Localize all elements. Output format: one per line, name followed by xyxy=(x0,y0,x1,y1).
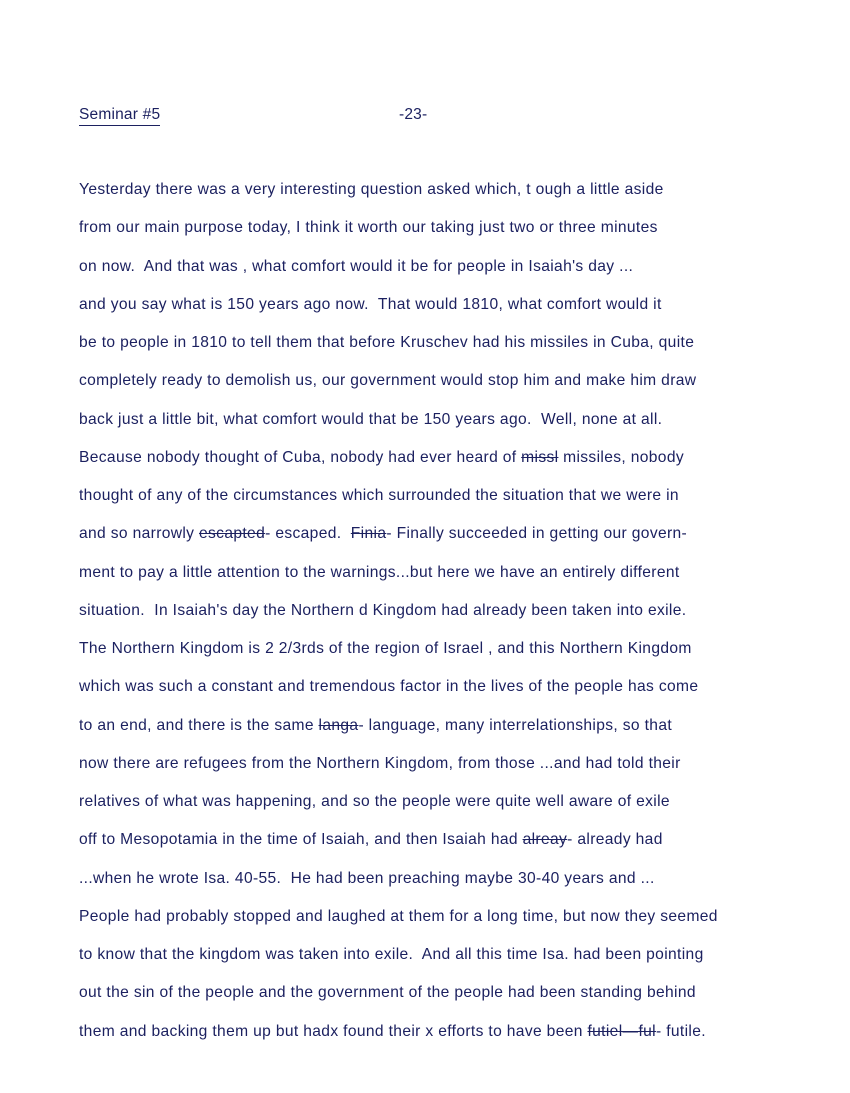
text-line xyxy=(79,831,663,849)
text-segment: on now. And that was , what comfort would it be for people in Isaiah's day ... xyxy=(79,257,634,275)
struck-text: escapted xyxy=(199,525,266,543)
text-line xyxy=(79,449,684,467)
text-segment: - already had xyxy=(567,831,663,849)
text-line xyxy=(79,908,718,926)
text-line xyxy=(79,946,704,964)
text-segment: - language, many interrelationships, so that xyxy=(358,716,673,734)
text-segment: ment to pay a little attention to the warnings...but here we have an entirely different xyxy=(79,563,680,581)
text-segment: Because nobody thought of Cuba, nobody had ever heard of xyxy=(79,448,522,466)
text-segment: them and backing them up but hadx found their x efforts to have been xyxy=(79,1022,588,1040)
page-number: -23- xyxy=(399,106,428,123)
text-segment: to an end, and there is the same xyxy=(79,716,319,734)
text-line xyxy=(79,602,686,620)
struck-text: missl xyxy=(521,448,559,466)
text-segment: and so narrowly xyxy=(79,525,200,543)
text-segment: missiles, nobody xyxy=(558,448,684,466)
text-line xyxy=(79,793,670,811)
text-segment: - Finally succeeded in getting our govern- xyxy=(386,525,688,543)
text-segment: now there are refugees from the Northern Kingdom, from those ...and had told their xyxy=(79,754,681,772)
text-segment: which was such a constant and tremendous factor in the lives of the people has come xyxy=(79,678,699,696)
text-segment: back just a little bit, what comfort would that be 150 years ago. Well, none at all. xyxy=(79,410,663,428)
text-segment: relatives of what was happening, and so the people were quite well aware of exile xyxy=(79,793,670,810)
text-segment: from our main purpose today, I think it worth our taking just two or three minutes xyxy=(79,219,658,237)
text-line xyxy=(79,564,680,582)
text-segment: ...when he wrote Isa. 40-55. He had been preaching maybe 30-40 years and ... xyxy=(79,869,655,887)
text-line xyxy=(79,678,698,696)
text-segment: to know that the kingdom was taken into exile. And all this time Isa. had been pointing xyxy=(79,946,704,963)
struck-text: alreay xyxy=(522,831,568,849)
text-line xyxy=(79,334,694,352)
text-line xyxy=(79,525,687,543)
text-line xyxy=(79,219,658,237)
text-line xyxy=(79,755,681,773)
text-line xyxy=(79,870,655,888)
struck-text: futiel—ful xyxy=(587,1022,656,1040)
text-line xyxy=(79,411,662,429)
text-segment: thought of any of the circumstances which surrounded the situation that we were in xyxy=(79,487,679,504)
struck-text: langa xyxy=(318,716,359,734)
text-segment: The Northern Kingdom is 2 2/3rds of the region of Israel , and this Northern Kingdom xyxy=(79,640,692,657)
text-line xyxy=(79,296,662,314)
document-title: Seminar #5 xyxy=(79,106,160,126)
text-segment: and you say what is 150 years ago now. That would 1810, what comfort would it xyxy=(79,295,662,313)
text-segment: completely ready to demolish us, our government would stop him and make him draw xyxy=(79,372,697,390)
text-segment: be to people in 1810 to tell them that before Kruschev had his missiles in Cuba, quite xyxy=(79,334,695,351)
text-line xyxy=(79,181,664,199)
text-segment: out the sin of the people and the government of the people had been standing behind xyxy=(79,984,696,1002)
struck-text: Finia xyxy=(350,525,387,543)
text-line xyxy=(79,1023,706,1041)
text-segment: Yesterday there was a very interesting question asked which, t ough a little aside xyxy=(79,181,664,198)
text-line xyxy=(79,717,672,735)
text-segment: - futile. xyxy=(655,1022,706,1040)
text-line xyxy=(79,372,696,390)
text-line xyxy=(79,258,633,276)
text-line xyxy=(79,984,696,1002)
text-line xyxy=(79,487,679,505)
text-segment: off to Mesopotamia in the time of Isaiah, and then Isaiah had xyxy=(79,831,523,849)
text-segment: People had probably stopped and laughed at them for a long time, but now they seemed xyxy=(79,907,718,925)
text-segment: - escaped. xyxy=(265,525,351,543)
text-segment: situation. In Isaiah's day the Northern d Kingdom had already been taken into exile. xyxy=(79,601,687,619)
text-line xyxy=(79,640,692,658)
